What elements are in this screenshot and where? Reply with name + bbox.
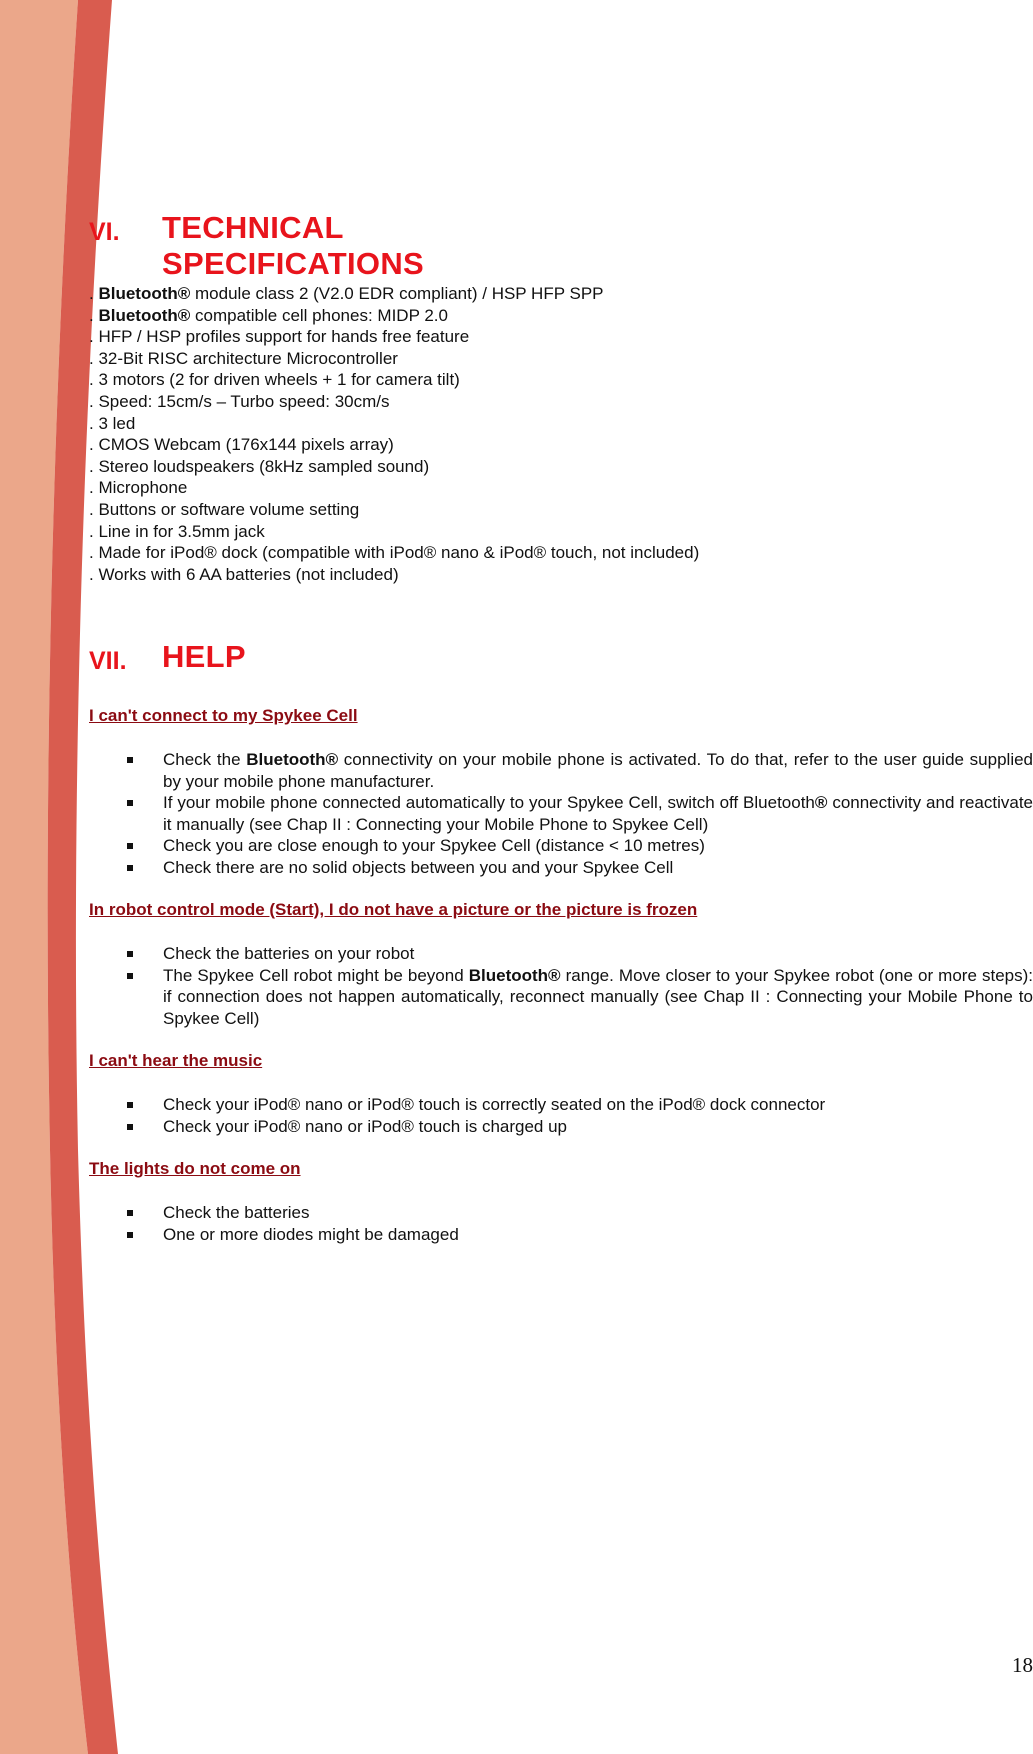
page-number: 18 bbox=[1012, 1653, 1033, 1677]
bullet-square-icon bbox=[127, 951, 133, 957]
list-item: If your mobile phone connected automatically to your Spykee Cell, switch off Bluetooth® connectivity and reactivate it manually (see Chap II : Connecting your Mobile Phone to Spykee Cell) bbox=[89, 792, 1033, 835]
spec-item: . 32-Bit RISC architecture Microcontroller bbox=[89, 348, 398, 368]
spec-item: . Microphone bbox=[89, 478, 188, 498]
list-item: One or more diodes might be damaged bbox=[89, 1224, 1033, 1246]
bullet-square-icon bbox=[127, 843, 133, 849]
bullet-square-icon bbox=[127, 757, 133, 763]
spec-item: . Made for iPod® dock (compatible with iPod® nano & iPod® touch, not included) bbox=[89, 543, 700, 563]
help-subheading-music: I can't hear the music bbox=[89, 1051, 263, 1070]
spec-item: . Line in for 3.5mm jack bbox=[89, 521, 265, 541]
list-item: The Spykee Cell robot might be beyond Bluetooth® range. Move closer to your Spykee robot (one or more steps): if connection does not happen automatically, reconnect manually (see Chap II : Connecting your Mobile Phone to Spykee Cell) bbox=[89, 965, 1033, 1030]
spec-item: . Buttons or software volume setting bbox=[89, 499, 360, 519]
bullet-square-icon bbox=[127, 973, 133, 979]
help-subheading-picture: In robot control mode (Start), I do not have a picture or the picture is frozen bbox=[89, 900, 698, 919]
document-page bbox=[89, 0, 1033, 1754]
spec-item: . Bluetooth® compatible cell phones: MIDP 2.0 bbox=[89, 305, 448, 325]
bullet-square-icon bbox=[127, 800, 133, 806]
bullet-square-icon bbox=[127, 865, 133, 871]
help-subheading-lights: The lights do not come on bbox=[89, 1159, 301, 1178]
spec-item: . CMOS Webcam (176x144 pixels array) bbox=[89, 435, 394, 455]
bullet-square-icon bbox=[127, 1210, 133, 1216]
list-item: Check the Bluetooth® connectivity on your mobile phone is activated. To do that, refer to the user guide supplied by your mobile phone manufacturer. bbox=[89, 749, 1033, 792]
help-subheading-connect: I can't connect to my Spykee Cell bbox=[89, 706, 358, 725]
specs-section-numeral: VI. bbox=[89, 218, 120, 246]
bullet-square-icon bbox=[127, 1124, 133, 1130]
spec-item: . Bluetooth® module class 2 (V2.0 EDR compliant) / HSP HFP SPP bbox=[89, 284, 604, 303]
picture-bullet-list bbox=[89, 943, 1033, 1029]
help-section-numeral: VII. bbox=[89, 647, 127, 675]
spec-item: . Speed: 15cm/s – Turbo speed: 30cm/s bbox=[89, 391, 390, 411]
spec-list bbox=[89, 283, 989, 585]
help-section-title: HELP bbox=[162, 639, 246, 674]
specs-section-title: TECHNICAL SPECIFICATIONS bbox=[162, 210, 424, 281]
music-bullet-list bbox=[89, 1094, 1033, 1137]
list-item: Check your iPod® nano or iPod® touch is charged up bbox=[89, 1116, 1033, 1138]
list-item: Check there are no solid objects between you and your Spykee Cell bbox=[89, 857, 1033, 879]
list-item: Check your iPod® nano or iPod® touch is correctly seated on the iPod® dock connector bbox=[89, 1094, 1033, 1116]
spec-item: . Works with 6 AA batteries (not included) bbox=[89, 564, 399, 584]
list-item: Check the batteries bbox=[89, 1202, 1033, 1224]
spec-item: . Stereo loudspeakers (8kHz sampled sound) bbox=[89, 456, 430, 476]
spec-item: . HFP / HSP profiles support for hands free feature bbox=[89, 327, 470, 347]
bullet-square-icon bbox=[127, 1102, 133, 1108]
spec-item: . 3 led bbox=[89, 413, 136, 433]
spec-item: . 3 motors (2 for driven wheels + 1 for camera tilt) bbox=[89, 370, 460, 390]
bullet-square-icon bbox=[127, 1232, 133, 1238]
list-item: Check you are close enough to your Spykee Cell (distance < 10 metres) bbox=[89, 835, 1033, 857]
lights-bullet-list bbox=[89, 1202, 1033, 1245]
connect-bullet-list bbox=[89, 749, 1033, 879]
list-item: Check the batteries on your robot bbox=[89, 943, 1033, 965]
